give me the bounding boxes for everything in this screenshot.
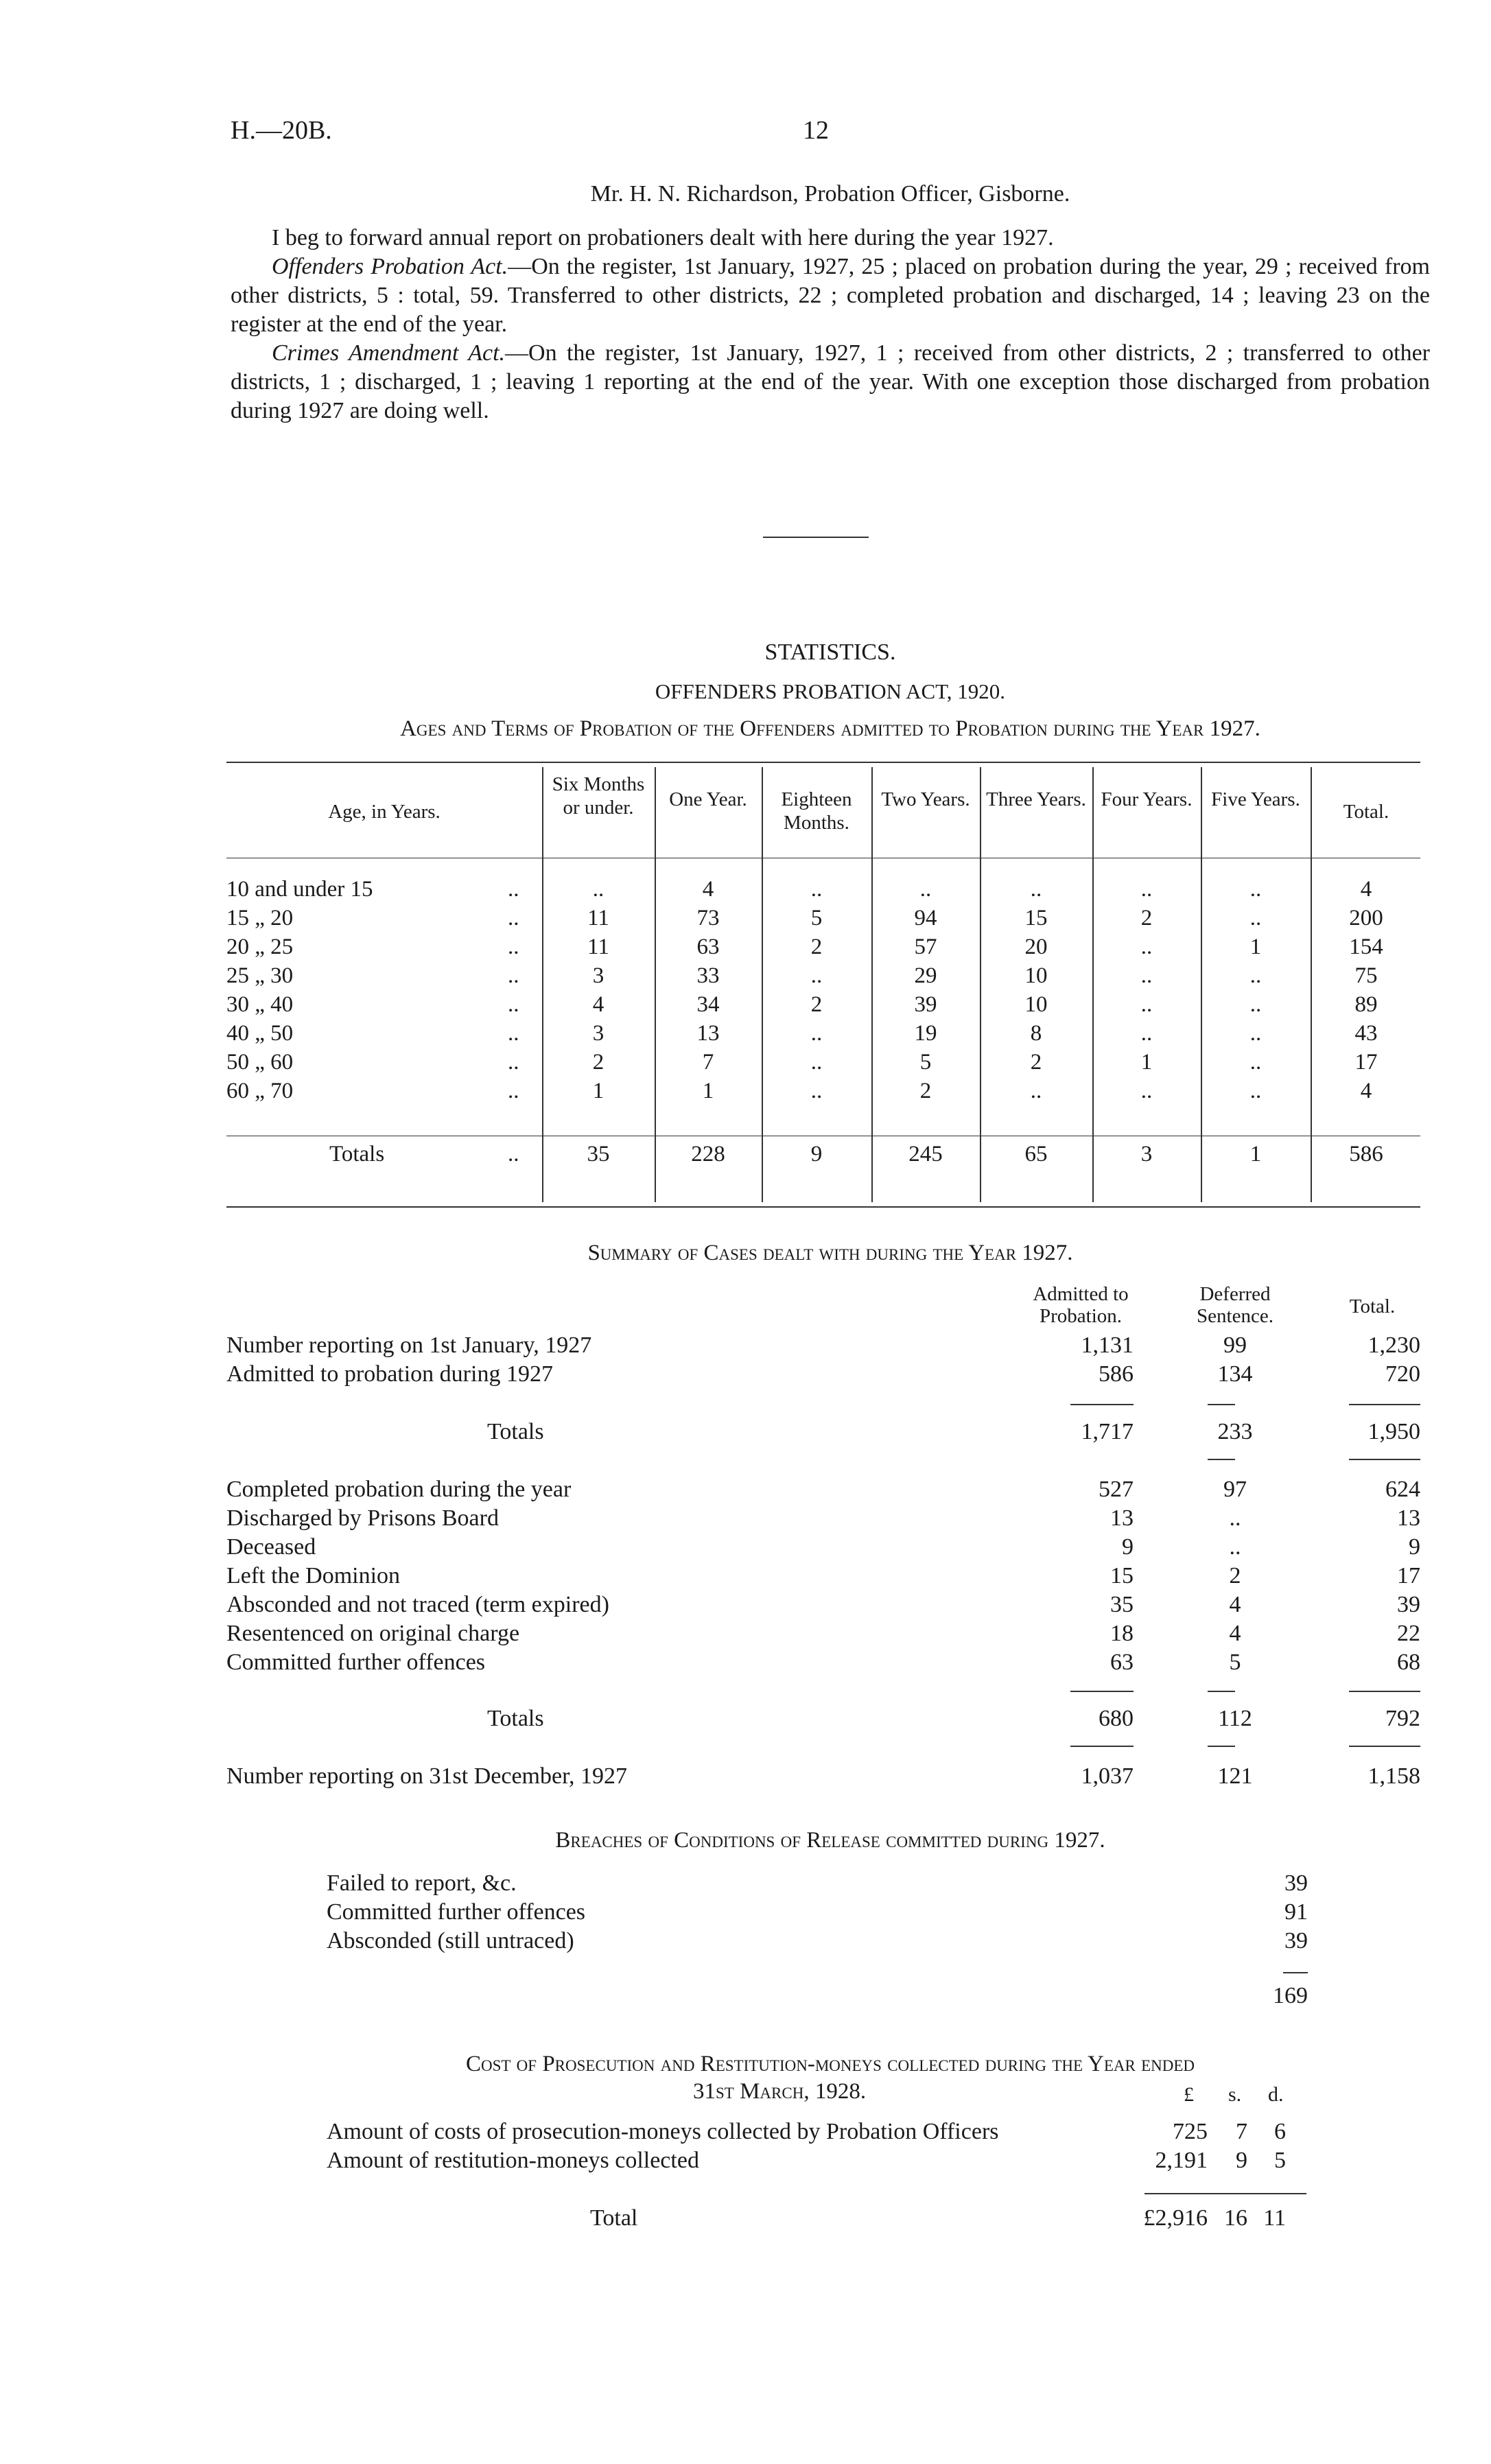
letter-p2-text: —On the register, 1st January, 1927, 25 ; placed on probation during the year, 29 ; received from other districts, 5 : total, 59. Transferred to other districts, 22 ; completed probation and discharged, 14 ; leaving 23 on the register at the end of the year.	[231, 254, 1430, 337]
col-header-six-months: Six Months or under.	[552, 773, 645, 819]
sum-rule	[1208, 1691, 1235, 1692]
summary-admitted-value: 63	[1110, 1650, 1134, 1675]
summary-total-value: 720	[1385, 1361, 1420, 1387]
age-row-cell: 75	[1354, 963, 1378, 988]
breach-value: 91	[1284, 1899, 1308, 1925]
cost-pounds: 2,191	[1155, 2148, 1208, 2173]
col-header-eighteen-months: Eighteen Months.	[781, 788, 852, 834]
cost-total-pence: 11	[1263, 2205, 1286, 2231]
summary-row-label: Discharged by Prisons Board	[226, 1505, 499, 1531]
summary-admitted-value: 18	[1110, 1621, 1134, 1646]
age-row-cell: 39	[914, 992, 937, 1017]
age-row-label: 60 „ 70	[226, 1079, 294, 1103]
sum-rule	[1208, 1459, 1235, 1460]
leader-dots: ..	[508, 1079, 519, 1103]
age-row-cell: ..	[1249, 963, 1262, 988]
age-row-cell: 7	[702, 1050, 714, 1075]
summary-totals-label: Totals	[487, 1706, 544, 1731]
col-header-three-years: Three Years.	[986, 788, 1086, 810]
age-row-cell: 5	[810, 906, 823, 930]
breach-value: 39	[1284, 1870, 1308, 1896]
age-row-cell: ..	[919, 877, 932, 902]
letter-p1-text: I beg to forward annual report on probationers dealt with here during the year 1927.	[272, 225, 1054, 250]
leader-dots: ..	[508, 1021, 519, 1046]
age-row-cell: ..	[1249, 1050, 1262, 1075]
age-row-cell: 2	[1030, 1050, 1042, 1075]
sum-rule	[1349, 1459, 1420, 1460]
summary-admitted-value: 15	[1110, 1563, 1134, 1588]
age-row-cell: 4	[702, 877, 714, 902]
summary-admitted-value: 9	[1122, 1534, 1134, 1560]
summary-row-label: Absconded and not traced (term expired)	[226, 1592, 609, 1617]
age-row-cell: ..	[810, 963, 823, 988]
officer-heading: Mr. H. N. Richardson, Probation Officer, Gisborne.	[590, 181, 1070, 207]
age-row-cell: 11	[587, 935, 609, 959]
age-row-label: 30 „ 40	[226, 992, 294, 1017]
age-row-cell: 2	[919, 1079, 932, 1103]
col-header-total: Total.	[1343, 801, 1389, 823]
summary-admitted-value: 1,131	[1081, 1333, 1134, 1358]
age-row-cell: ..	[810, 1079, 823, 1103]
summary-deferred-value: 2	[1229, 1563, 1241, 1588]
age-row-cell: 10	[1024, 992, 1048, 1017]
summary-deferred-value: 121	[1217, 1763, 1253, 1789]
leader-dots: ..	[508, 935, 519, 959]
summary-row-label: Left the Dominion	[226, 1563, 401, 1588]
total-grand: 586	[1349, 1142, 1383, 1166]
summary-deferred-value: ..	[1229, 1534, 1241, 1560]
leader-dots: ..	[508, 877, 519, 902]
letter-paragraph-1	[231, 224, 1430, 253]
summary-deferred-value: 112	[1218, 1706, 1252, 1731]
age-row-cell: 15	[1024, 906, 1048, 930]
col-header-five-years: Five Years.	[1211, 788, 1300, 810]
summary-row-label: Number reporting on 1st January, 1927	[226, 1333, 592, 1358]
age-row-cell: ..	[810, 877, 823, 902]
age-row-cell: ..	[1140, 1079, 1153, 1103]
age-row-cell: 34	[696, 992, 720, 1017]
summary-row-label: Number reporting on 31st December, 1927	[226, 1763, 628, 1789]
age-row-cell: 17	[1354, 1050, 1378, 1075]
age-row-cell: 4	[1360, 877, 1372, 902]
age-row-cell: 1	[702, 1079, 714, 1103]
age-row-cell: ..	[1030, 1079, 1042, 1103]
cost-shillings: 9	[1236, 2148, 1247, 2173]
age-row-cell: 29	[914, 963, 937, 988]
breach-label: Committed further offences	[327, 1899, 586, 1925]
sum-rule	[1070, 1746, 1134, 1747]
summary-total-value: 624	[1385, 1477, 1420, 1502]
age-table-title: Ages and Terms of Probation of the Offenders admitted to Probation during the Year 1927.	[400, 716, 1260, 741]
costs-title-line1: Cost of Prosecution and Restitution-moneys collected during the Year ended	[465, 2052, 1195, 2076]
age-row-cell: 1	[1140, 1050, 1153, 1075]
cost-pence: 5	[1274, 2148, 1286, 2173]
summary-admitted-value: 680	[1099, 1706, 1134, 1731]
summary-row-label: Committed further offences	[226, 1650, 486, 1675]
summary-deferred-value: ..	[1229, 1505, 1241, 1531]
currency-pence-header: d.	[1268, 2083, 1284, 2106]
age-row-label: 15 „ 20	[226, 906, 294, 930]
breach-label: Failed to report, &c.	[327, 1870, 517, 1896]
leader-dots: ..	[508, 1050, 519, 1075]
statistics-subtitle: OFFENDERS PROBATION ACT, 1920.	[655, 679, 1006, 703]
age-row-cell: ..	[1140, 1021, 1153, 1046]
summary-deferred-value: 5	[1229, 1650, 1241, 1675]
crimes-act-name: Crimes Amendment Act.	[272, 340, 506, 366]
sum-rule	[1349, 1746, 1420, 1747]
age-row-cell: ..	[810, 1050, 823, 1075]
summary-total-value: 39	[1397, 1592, 1420, 1617]
age-row-cell: ..	[1249, 906, 1262, 930]
letter-paragraph-2	[231, 253, 1430, 339]
sum-rule	[1070, 1691, 1134, 1692]
age-row-cell: 154	[1349, 935, 1383, 959]
cost-total-label: Total	[590, 2205, 638, 2231]
currency-shillings-header: s.	[1228, 2083, 1242, 2106]
sum-rule	[1208, 1746, 1235, 1747]
age-row-cell: 10	[1024, 963, 1048, 988]
summary-deferred-value: 4	[1229, 1621, 1241, 1646]
page-number: 12	[803, 116, 829, 145]
age-row-cell: ..	[1140, 992, 1153, 1017]
cost-pence: 6	[1274, 2119, 1286, 2144]
age-row-label: 20 „ 25	[226, 935, 294, 959]
age-row-cell: 19	[914, 1021, 937, 1046]
col-header-four-years: Four Years.	[1101, 788, 1193, 810]
currency-pounds-header: £	[1184, 2083, 1194, 2106]
age-row-cell: 200	[1349, 906, 1383, 930]
summary-total-value: 17	[1397, 1563, 1420, 1588]
summary-total-value: 68	[1397, 1650, 1420, 1675]
age-row-cell: ..	[1030, 877, 1042, 902]
cost-total-pounds: £2,916	[1143, 2205, 1208, 2231]
age-row-cell: 11	[587, 906, 609, 930]
cost-label: Amount of costs of prosecution-moneys collected by Probation Officers	[327, 2119, 999, 2144]
age-row-cell: ..	[1249, 992, 1262, 1017]
total-five-years: 1	[1249, 1142, 1262, 1166]
summary-admitted-value: 13	[1110, 1505, 1134, 1531]
summary-total-value: 792	[1385, 1706, 1420, 1731]
age-row-cell: ..	[1249, 877, 1262, 902]
age-row-cell: 3	[592, 1021, 604, 1046]
summary-total-value: 9	[1409, 1534, 1420, 1560]
age-row-cell: 13	[696, 1021, 720, 1046]
summary-deferred-value: 4	[1229, 1592, 1241, 1617]
cost-total-shillings: 16	[1224, 2205, 1247, 2231]
letter-p3-text: —On the register, 1st January, 1927, 1 ; received from other districts, 2 ; transferred to other districts, 1 ; discharged, 1 ; leaving 1 reporting at the end of the year. With one exception those discharged from probation during 1927 are doing well.	[231, 340, 1430, 423]
age-row-cell: ..	[810, 1021, 823, 1046]
summary-admitted-value: 1,037	[1081, 1763, 1134, 1789]
summary-row-label: Completed probation during the year	[226, 1477, 572, 1502]
age-row-cell: 57	[914, 935, 937, 959]
cost-rule	[1144, 2193, 1306, 2194]
totals-label: Totals	[329, 1142, 385, 1166]
age-row-cell: 43	[1354, 1021, 1378, 1046]
age-row-cell: 5	[919, 1050, 932, 1075]
summary-col-deferred: Deferred Sentence.	[1197, 1283, 1273, 1327]
total-three-years: 65	[1024, 1142, 1048, 1166]
col-header-one-year: One Year.	[669, 788, 747, 810]
summary-total-value: 22	[1397, 1621, 1420, 1646]
total-six-months: 35	[587, 1142, 610, 1166]
document-reference: H.—20B.	[231, 116, 332, 145]
age-row-cell: 2	[592, 1050, 604, 1075]
col-header-two-years: Two Years.	[881, 788, 970, 810]
leader-dots: ..	[508, 1142, 519, 1166]
age-row-cell: 1	[1249, 935, 1262, 959]
age-row-cell: 1	[592, 1079, 604, 1103]
summary-totals-label: Totals	[487, 1419, 544, 1444]
summary-total-value: 1,950	[1367, 1419, 1420, 1444]
age-row-cell: ..	[1140, 877, 1153, 902]
age-row-cell: 33	[696, 963, 720, 988]
age-row-cell: 73	[696, 906, 720, 930]
age-row-cell: 20	[1024, 935, 1048, 959]
summary-deferred-value: 233	[1217, 1419, 1253, 1444]
leader-dots: ..	[508, 963, 519, 988]
summary-admitted-value: 527	[1099, 1477, 1134, 1502]
age-row-cell: 2	[1140, 906, 1153, 930]
age-row-cell: 2	[810, 935, 823, 959]
age-row-label: 10 and under 15	[226, 877, 373, 902]
age-row-cell: ..	[1140, 935, 1153, 959]
leader-dots: ..	[508, 906, 519, 930]
summary-col-admitted: Admitted to Probation.	[1033, 1283, 1129, 1327]
age-row-cell: 63	[696, 935, 720, 959]
summary-row-label: Deceased	[226, 1534, 316, 1560]
summary-admitted-value: 586	[1099, 1361, 1134, 1387]
summary-title: Summary of Cases dealt with during the Year 1927.	[587, 1241, 1073, 1265]
summary-row-label: Admitted to probation during 1927	[226, 1361, 553, 1387]
age-row-cell: 8	[1030, 1021, 1042, 1046]
sum-rule	[1208, 1404, 1235, 1405]
summary-deferred-value: 134	[1217, 1361, 1253, 1387]
age-row-cell: 4	[592, 992, 604, 1017]
table-top-rule	[226, 762, 1420, 763]
summary-admitted-value: 35	[1110, 1592, 1134, 1617]
leader-dots: ..	[508, 992, 519, 1017]
age-row-label: 40 „ 50	[226, 1021, 294, 1046]
letter-paragraph-3	[231, 339, 1430, 425]
age-row-cell: 89	[1354, 992, 1378, 1017]
age-row-cell: ..	[1249, 1079, 1262, 1103]
col-header-age: Age, in Years.	[328, 801, 441, 823]
breaches-title: Breaches of Conditions of Release committed during 1927.	[555, 1828, 1105, 1853]
cost-shillings: 7	[1236, 2119, 1247, 2144]
offenders-act-name: Offenders Probation Act.	[272, 254, 508, 279]
sum-rule	[1070, 1404, 1134, 1405]
total-one-year: 228	[691, 1142, 725, 1166]
statistics-title: STATISTICS.	[764, 640, 896, 665]
sum-rule	[1349, 1404, 1420, 1405]
age-row-cell: 4	[1360, 1079, 1372, 1103]
summary-admitted-value: 1,717	[1081, 1419, 1134, 1444]
summary-total-value: 1,158	[1367, 1763, 1420, 1789]
summary-total-value: 13	[1397, 1505, 1420, 1531]
age-row-cell: 94	[914, 906, 937, 930]
age-row-label: 25 „ 30	[226, 963, 294, 988]
cost-label: Amount of restitution-moneys collected	[327, 2148, 699, 2173]
age-row-cell: 3	[592, 963, 604, 988]
breach-value: 39	[1284, 1928, 1308, 1953]
summary-deferred-value: 97	[1223, 1477, 1247, 1502]
total-eighteen-months: 9	[810, 1142, 823, 1166]
summary-total-value: 1,230	[1367, 1333, 1420, 1358]
section-divider	[763, 537, 869, 538]
breach-label: Absconded (still untraced)	[327, 1928, 574, 1953]
total-four-years: 3	[1140, 1142, 1153, 1166]
summary-deferred-value: 99	[1223, 1333, 1247, 1358]
age-row-cell: 2	[810, 992, 823, 1017]
age-row-cell: ..	[1140, 963, 1153, 988]
age-row-cell: ..	[1249, 1021, 1262, 1046]
breach-total: 169	[1273, 1983, 1308, 2008]
age-row-cell: ..	[592, 877, 604, 902]
age-row-label: 50 „ 60	[226, 1050, 294, 1075]
sum-rule	[1349, 1691, 1420, 1692]
costs-title-line2: 31st March, 1928.	[693, 2079, 867, 2104]
total-two-years: 245	[908, 1142, 943, 1166]
summary-row-label: Resentenced on original charge	[226, 1621, 520, 1646]
table-bottom-rule	[226, 1206, 1420, 1208]
breach-rule	[1283, 1972, 1308, 1973]
summary-col-total: Total.	[1349, 1295, 1396, 1317]
cost-pounds: 725	[1173, 2119, 1208, 2144]
